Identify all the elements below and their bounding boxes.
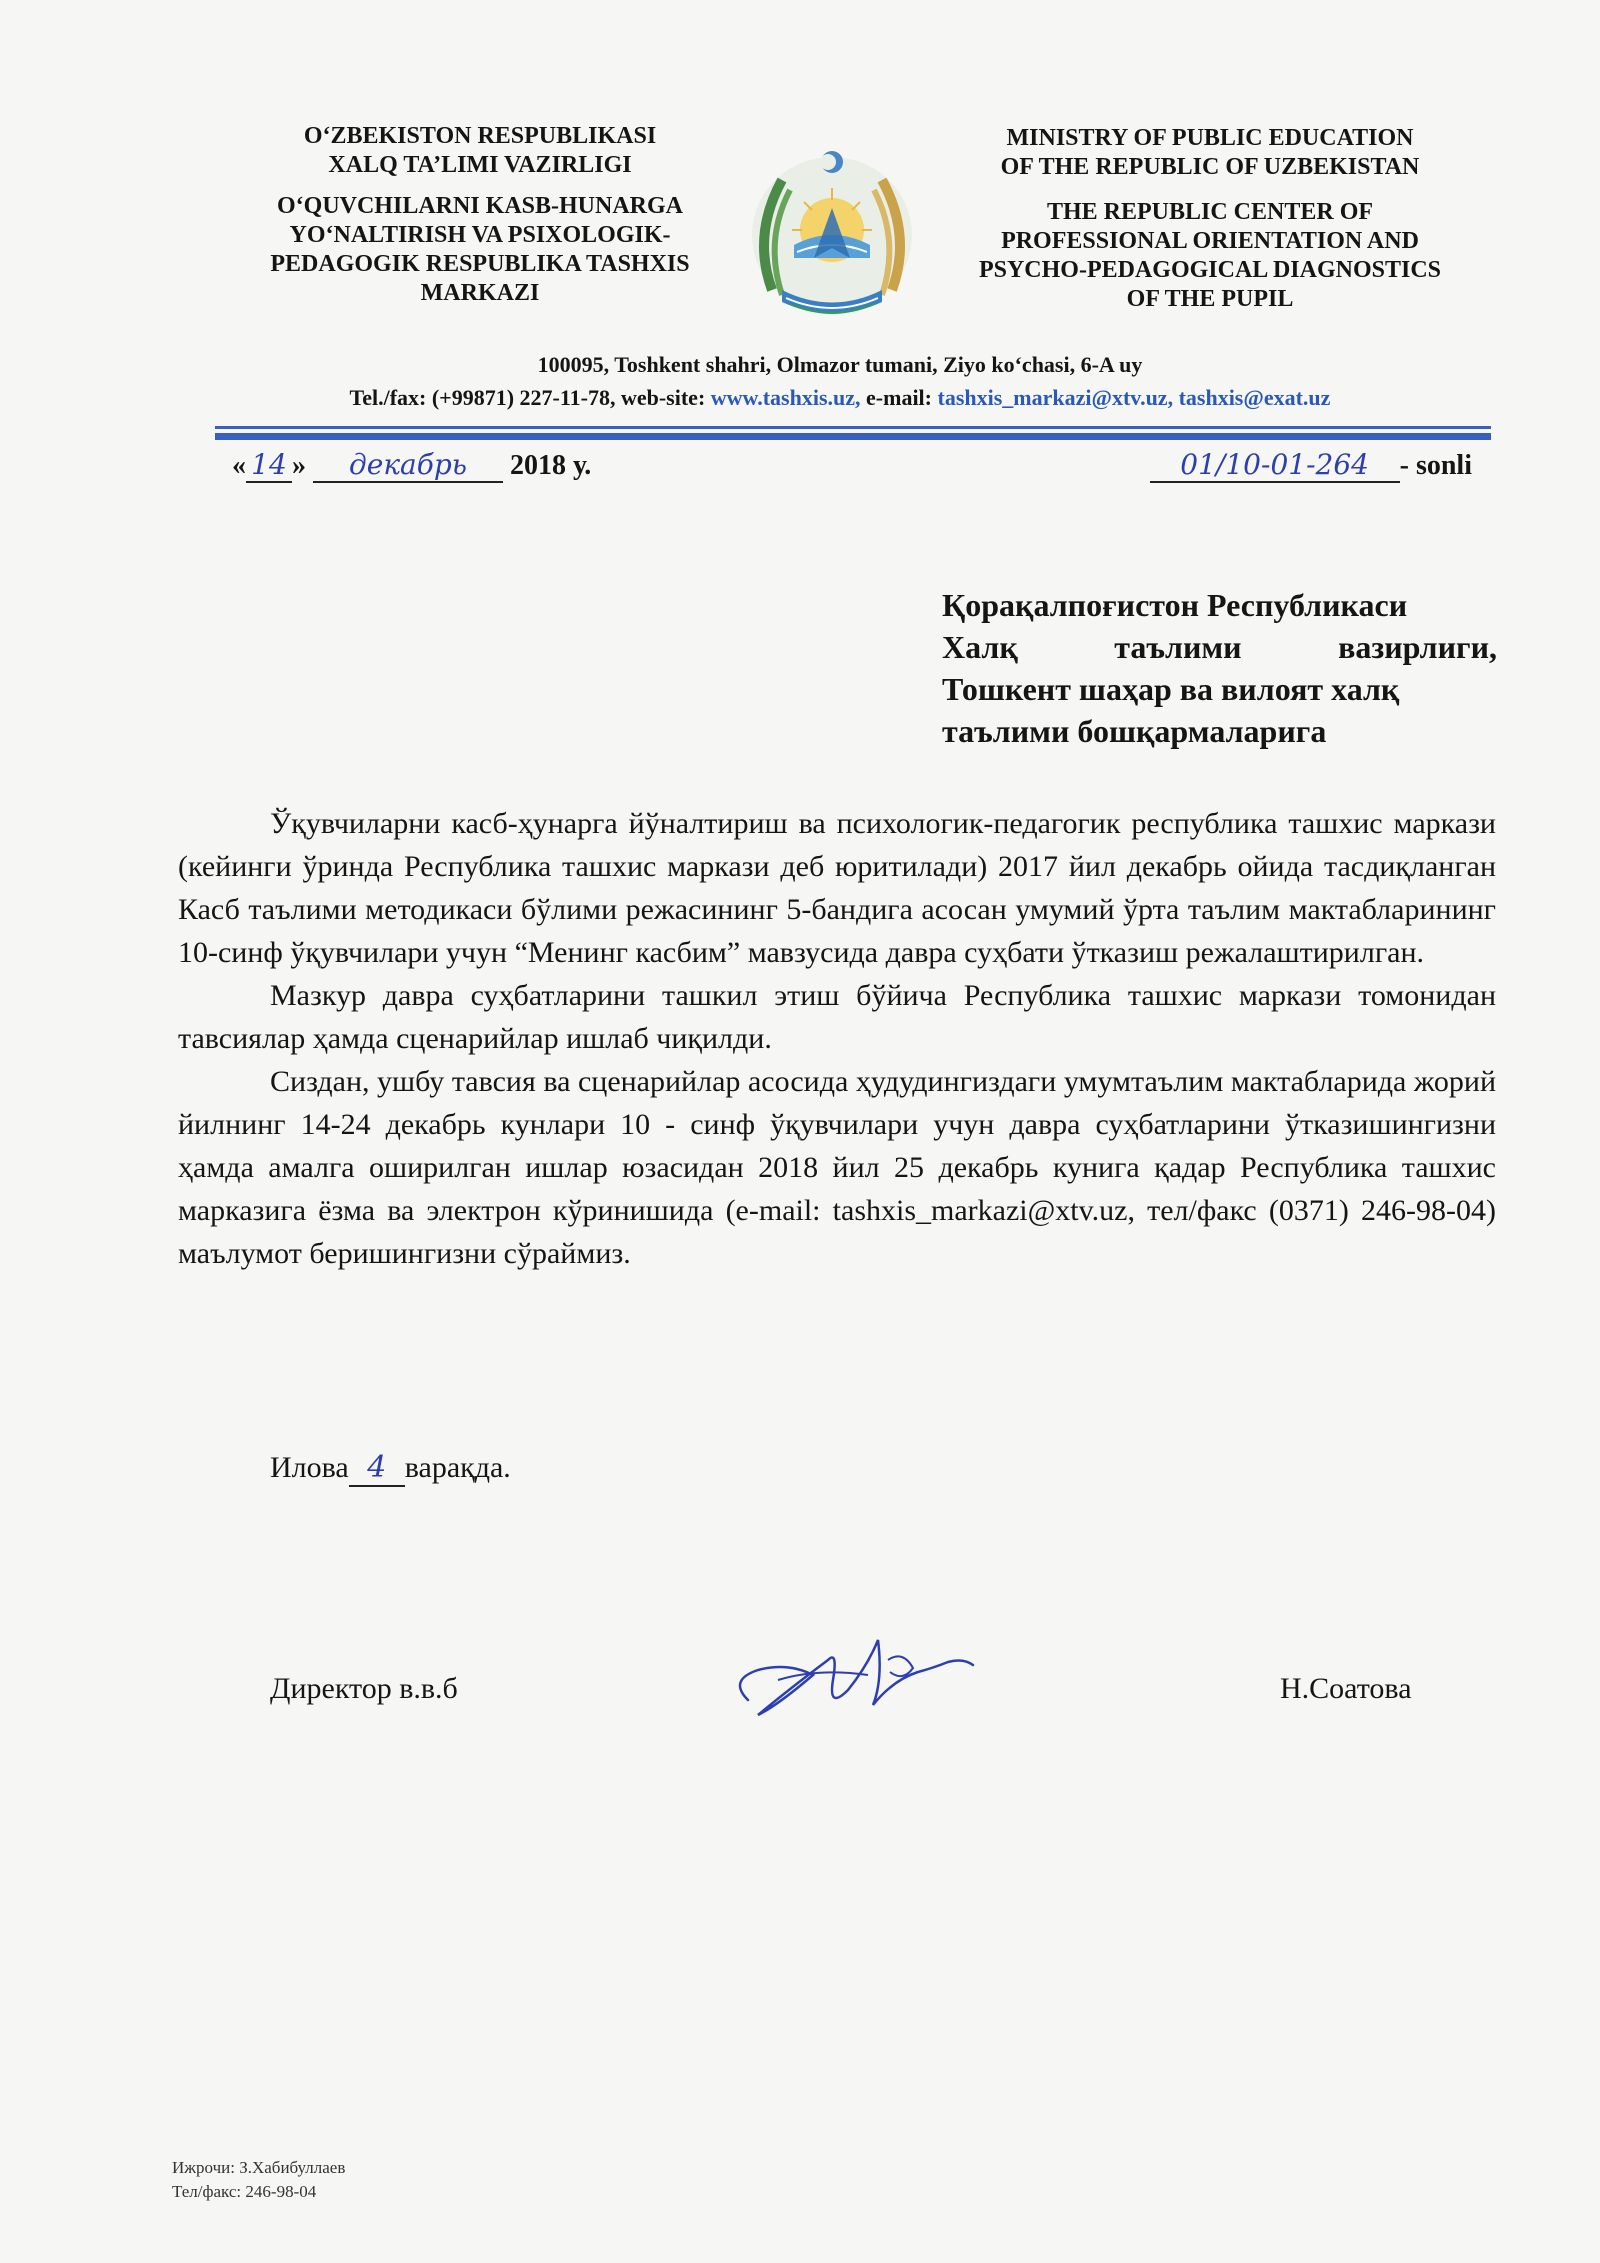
addressee-line-4: таълими бошқармаларига — [942, 713, 1327, 749]
addressee-line-2: Халқ таълими вазирлиги, — [942, 629, 1497, 665]
left-center-line-1: O‘QUVCHILARNI KASB-HUNARGA — [276, 193, 684, 219]
email-label: e-mail: — [860, 385, 938, 410]
left-center-line-4: MARKAZI — [420, 280, 540, 306]
right-center-line-3: PSYCHO-PEDAGOGICAL DIAGNOSTICS — [978, 257, 1442, 283]
right-ministry-line-2: OF THE REPUBLIC OF UZBEKISTAN — [1000, 154, 1420, 180]
annex-line — [270, 1450, 511, 1487]
signatory-name: Н.Соатова — [1280, 1672, 1412, 1705]
address-block — [240, 348, 1440, 414]
right-ministry-line-1: MINISTRY OF PUBLIC EDUCATION — [1006, 125, 1414, 151]
contact-line — [240, 381, 1440, 414]
executor-phone: Тел/факс: 246-98-04 — [172, 2182, 317, 2201]
right-center-line-4: OF THE PUPIL — [1126, 286, 1294, 312]
letter-body — [178, 802, 1496, 1275]
postal-address: 100095, Toshkent shahri, Olmazor tumani, Ziyo ko‘chasi, 6-A uy — [537, 352, 1143, 377]
signatory-title: Директор в.в.б — [270, 1672, 458, 1705]
letter-number — [1150, 448, 1472, 483]
annex-after: варақда. — [404, 1451, 511, 1484]
body-paragraph-2: Мазкур давра суҳбатларини ташкил этиш бўйича Республика ташхис маркази томонидан тавсиялар ҳамда сценарийлар ишлаб чиқилди. — [178, 979, 1496, 1055]
letter-date — [232, 448, 591, 483]
addressee-line-3: Тошкент шаҳар ва вилоят халқ — [942, 671, 1400, 707]
date-close-quote: » — [292, 450, 306, 481]
header-left-uz — [220, 122, 740, 308]
date-month: декабрь — [313, 448, 503, 483]
date-day: 14 — [246, 448, 292, 483]
date-open-quote: « — [232, 450, 246, 481]
right-center-line-2: PROFESSIONAL ORIENTATION AND — [1001, 228, 1419, 254]
state-emblem-icon — [742, 140, 922, 320]
left-ministry-line-1: O‘ZBEKISTON RESPUBLIKASI — [303, 123, 657, 149]
addressee-block — [942, 584, 1497, 752]
left-center-line-2: YO‘NALTIRISH VA PSIXOLOGIK- — [289, 222, 671, 248]
left-ministry-line-2: XALQ TA’LIMI VAZIRLIGI — [328, 152, 632, 178]
executor-name: Ижрочи: З.Хабибуллаев — [172, 2158, 346, 2177]
reg-number-suffix: - sonli — [1399, 450, 1472, 481]
header-rule-thin — [215, 426, 1491, 429]
addressee-line-1: Қорақалпоғистон Республикаси — [942, 587, 1408, 623]
date-year: 2018 у. — [510, 450, 592, 481]
handwritten-signature — [718, 1620, 988, 1740]
header-rule-thick — [215, 433, 1491, 440]
body-paragraph-3: Сиздан, ушбу тавсия ва сценарийлар асосида ҳудудингиздаги умумтаълим мактабларида жорий йилнинг 14-24 декабрь кунлари 10 - синф ўқувчилари учун давра суҳбатларини ўтказишингизни ҳамда амалга оширилган ишлар юзасидан 2018 йил 25 декабрь кунига қадар Республика ташхис марказига ёзма ва электрон кўринишида (e-mail: tashxis_markazi@xtv.uz, тел/факс (0371) 246-98-04) маълумот беришингизни сўраймиз. — [178, 1065, 1496, 1270]
header-right-en — [940, 124, 1480, 314]
website-link[interactable]: www.tashxis.uz, — [710, 385, 861, 410]
reg-number: 01/10-01-264 — [1150, 448, 1400, 483]
phone-fax: Tel./fax: (+99871) 227-11-78, web-site: — [349, 385, 711, 410]
body-paragraph-1: Ўқувчиларни касб-ҳунарга йўналтириш ва психологик-педагогик республика ташхис маркази (кейинги ўринда Республика ташхис маркази деб юритилади) 2017 йил декабрь ойида тасдиқланган Касб таълими методикаси бўлими режасининг 5-бандига асосан умумий ўрта таълим мактабларининг 10-синф ўқувчилари учун “Менинг касбим” мавзусида давра суҳбати ўтказиш режалаштирилган. — [178, 807, 1496, 969]
left-center-line-3: PEDAGOGIK RESPUBLIKA TASHXIS — [270, 251, 690, 277]
executor-footer — [172, 2156, 345, 2204]
annex-count: 4 — [349, 1450, 405, 1487]
annex-before: Илова — [270, 1451, 349, 1484]
right-center-line-1: THE REPUBLIC CENTER OF — [1046, 199, 1374, 225]
email-links[interactable]: tashxis_markazi@xtv.uz, tashxis@exat.uz — [937, 385, 1331, 410]
